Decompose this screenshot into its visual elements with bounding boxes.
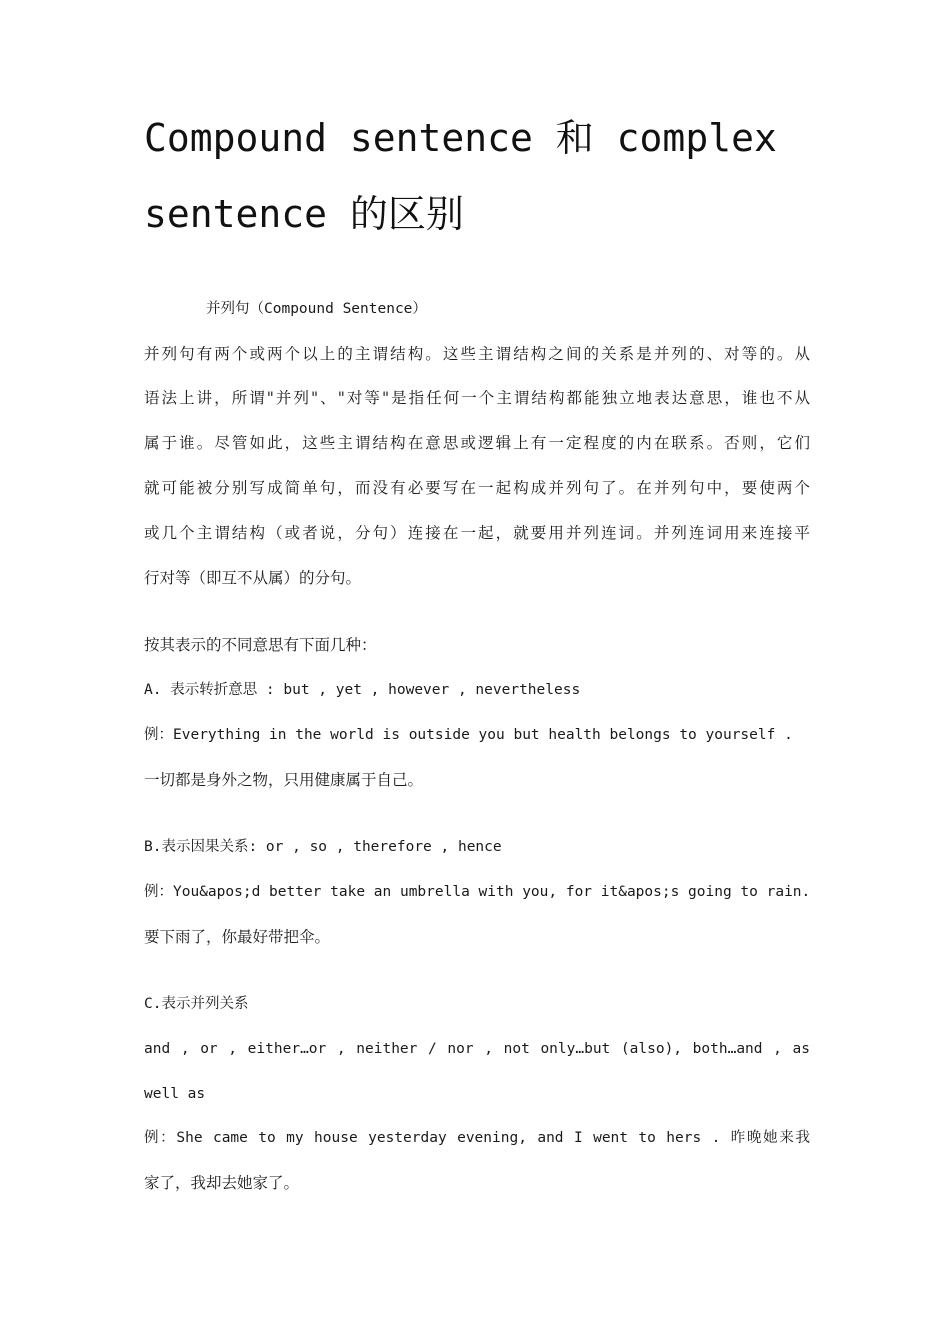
item-a-translation: 一切都是身外之物，只用健康属于自己。 bbox=[144, 771, 424, 789]
paragraph-line: 或几个主谓结构（或者说，分句）连接在一起，就要用并列连词。并列连词用来连接平 bbox=[144, 524, 810, 542]
item-c-conjunctions-cont: well as bbox=[144, 1086, 206, 1102]
item-c-example-cont: 家了，我却去她家了。 bbox=[144, 1174, 300, 1192]
paragraph-line: 行对等（即互不从属）的分句。 bbox=[144, 569, 362, 587]
item-c-example: 例：She came to my house yesterday evening, and I went to hers . 昨晚她来我 bbox=[144, 1130, 810, 1146]
document-title: Compound sentence 和 complex sentence 的区别 bbox=[144, 116, 777, 236]
item-c-conjunctions: and , or , either…or , neither / nor , not only…but (also), both…and , as bbox=[144, 1041, 810, 1057]
item-a-example: 例：Everything in the world is outside you but health belongs to yourself . bbox=[144, 727, 793, 743]
paragraph-line: 就可能被分别写成简单句，而没有必要写在一起构成并列句了。在并列句中，要使两个 bbox=[144, 479, 810, 497]
item-b-translation: 要下雨了，你最好带把伞。 bbox=[144, 928, 331, 946]
paragraph-line: 并列句有两个或两个以上的主谓结构。这些主谓结构之间的关系是并列的、对等的。从 bbox=[144, 345, 810, 363]
item-a-heading: A. 表示转折意思 : but , yet , however , nevertheless bbox=[144, 682, 581, 698]
list-intro: 按其表示的不同意思有下面几种： bbox=[144, 636, 377, 654]
paragraph-line: 属于谁。尽管如此，这些主谓结构在意思或逻辑上有一定程度的内在联系。否则，它们 bbox=[144, 434, 810, 452]
section-heading-compound: 并列句（Compound Sentence） bbox=[206, 301, 427, 317]
item-b-heading: B.表示因果关系: or , so , therefore , hence bbox=[144, 839, 502, 855]
item-b-example: 例：You&apos;d better take an umbrella with you, for it&apos;s going to rain. bbox=[144, 884, 810, 900]
item-c-heading: C.表示并列关系 bbox=[144, 996, 249, 1012]
paragraph-line: 语法上讲，所谓"并列"、"对等"是指任何一个主谓结构都能独立地表达意思，谁也不从 bbox=[144, 389, 810, 407]
